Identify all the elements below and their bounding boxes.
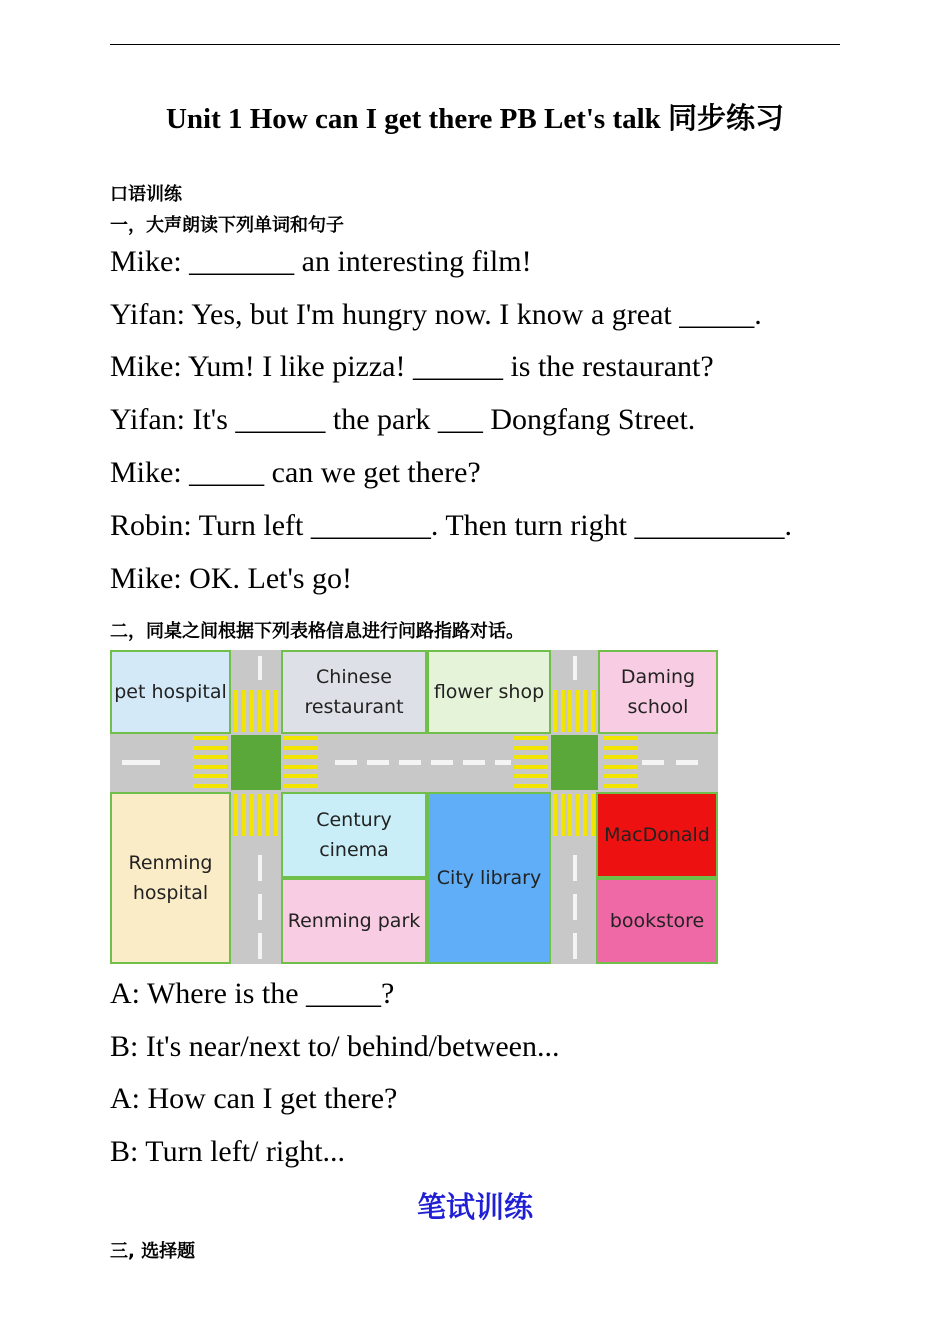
place-label: Renming park	[287, 910, 421, 932]
road-marking	[573, 894, 577, 920]
practice-line: B: Turn left/ right...	[110, 1135, 346, 1168]
road-marking	[258, 656, 262, 680]
zebra-crossing	[514, 736, 548, 788]
place-label: City library	[436, 867, 542, 889]
street-map	[110, 650, 718, 964]
zebra-crossing	[234, 794, 278, 836]
place-bookstore	[596, 878, 718, 964]
place-daming-school	[598, 650, 718, 734]
dialogue-line: Mike: Yum! I like pizza! ______ is the restaurant?	[110, 350, 714, 383]
intersection	[231, 735, 281, 790]
top-rule	[110, 44, 840, 45]
road-marking	[676, 760, 698, 765]
page-title: Unit 1 How can I get there PB Let's talk 同步练习	[165, 103, 785, 135]
place-label: bookstore	[609, 910, 705, 932]
place-label: Century cinema	[316, 809, 392, 861]
dialogue-line: Yifan: Yes, but I'm hungry now. I know a great _____.	[110, 298, 762, 331]
dialogue-line: Mike: _____ can we get there?	[110, 456, 481, 489]
road-marking	[495, 760, 511, 765]
zebra-crossing	[604, 736, 638, 788]
place-renming-hospital	[110, 792, 231, 964]
intersection	[551, 735, 598, 790]
road-marking	[258, 855, 262, 881]
place-city-library	[427, 792, 551, 964]
dialogue-line: Robin: Turn left ________. Then turn right __________.	[110, 509, 792, 542]
place-label: Renming hospital	[128, 852, 213, 904]
place-macdonald	[596, 792, 718, 878]
road-marking	[573, 855, 577, 881]
road-marking	[258, 933, 262, 959]
road-marking	[399, 760, 421, 765]
zebra-crossing	[284, 736, 318, 788]
place-pet-hospital	[110, 650, 231, 734]
dialogue-line: Yifan: It's ______ the park ___ Dongfang Street.	[110, 403, 696, 436]
place-label: pet hospital	[114, 681, 227, 703]
place-renming-park	[281, 878, 427, 964]
zebra-crossing	[193, 736, 227, 788]
zebra-crossing	[553, 690, 595, 732]
road-marking	[573, 933, 577, 959]
road-marking	[431, 760, 453, 765]
practice-line: A: How can I get there?	[110, 1082, 398, 1115]
place-century-cinema	[281, 792, 427, 878]
road-marking	[122, 760, 160, 765]
dialogue-line: Mike: _______ an interesting film!	[110, 245, 532, 278]
road-marking	[463, 760, 485, 765]
road-marking	[367, 760, 389, 765]
dialogue-line: Mike: OK. Let's go!	[110, 562, 353, 595]
road-marking	[258, 894, 262, 920]
place-label: flower shop	[433, 681, 545, 703]
zebra-crossing	[553, 794, 595, 836]
place-flower-shop	[427, 650, 551, 734]
zebra-crossing	[234, 690, 278, 732]
section1-heading: 一，大声朗读下列单词和句子	[110, 215, 344, 236]
practice-line: B: It's near/next to/ behind/between...	[110, 1030, 560, 1063]
section2-heading: 二，同桌之间根据下列表格信息进行问路指路对话。	[110, 621, 524, 642]
road-marking	[335, 760, 357, 765]
road-marking	[642, 760, 664, 765]
practice-line: A: Where is the _____?	[110, 977, 395, 1010]
place-label: MacDonald	[604, 824, 710, 846]
place-label: Daming school	[620, 666, 696, 718]
place-chinese-restaurant	[281, 650, 427, 734]
section3-heading: 三, 选择题	[110, 1241, 196, 1262]
written-heading: 笔试训练	[416, 1190, 533, 1224]
oral-heading: 口语训练	[110, 184, 182, 205]
place-label: Chinese restaurant	[304, 666, 404, 718]
road-marking	[573, 656, 577, 680]
